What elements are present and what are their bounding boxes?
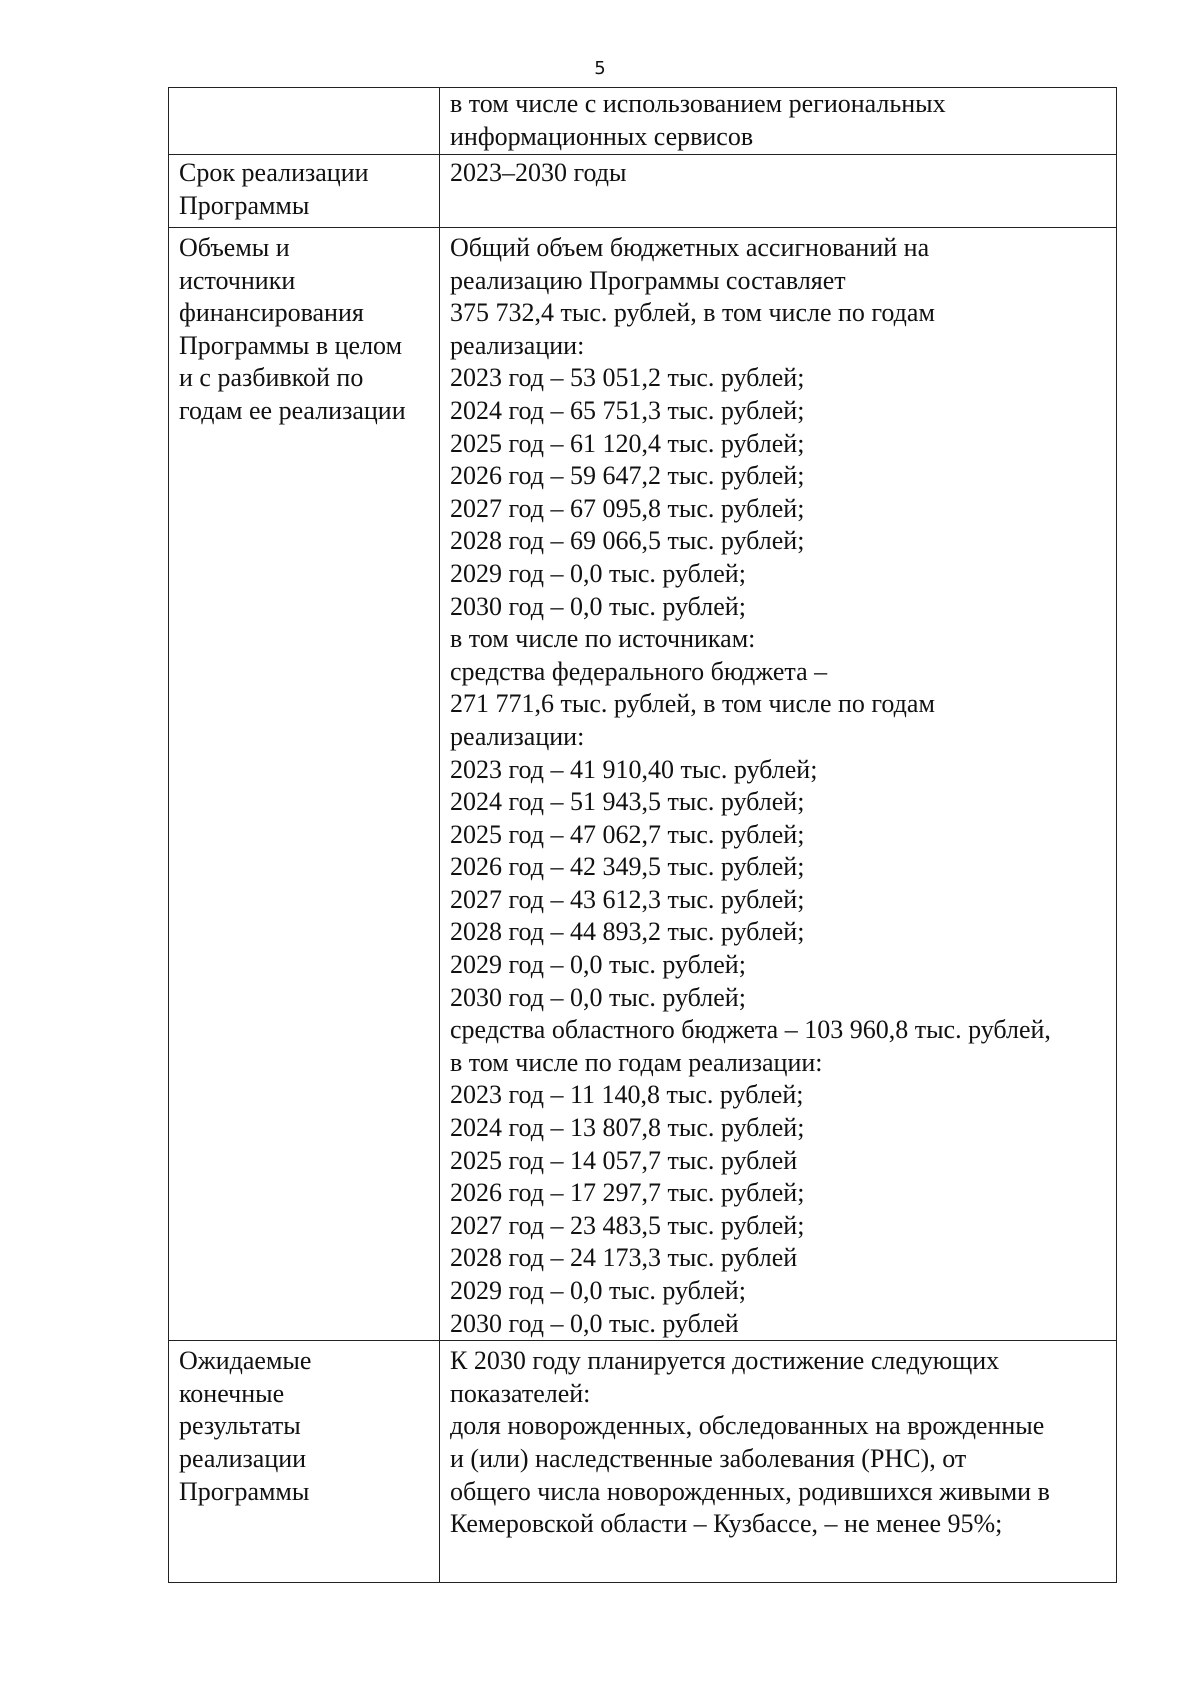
content-line: 2029 год – 0,0 тыс. рублей; [450,558,746,588]
content-line: 2027 год – 67 095,8 тыс. рублей; [450,493,805,523]
content-line: 2025 год – 14 057,7 тыс. рублей [450,1145,798,1175]
label-line: Программы в целом [179,330,403,360]
row-implementation-period [169,155,1117,228]
row-content-cell [440,155,1117,228]
row-label-cell [169,88,440,155]
content-line: 2028 год – 69 066,5 тыс. рублей; [450,526,805,556]
content-line: показателей: [450,1378,591,1408]
content-line: средства федерального бюджета – [450,656,828,686]
content-line: доля новорожденных, обследованных на врожденные [450,1411,1045,1441]
content-line: информационных сервисов [450,121,754,151]
content-line: 2023 год – 41 910,40 тыс. рублей; [450,754,818,784]
content-line: 2026 год – 42 349,5 тыс. рублей; [450,852,805,882]
content-line: 2028 год – 24 173,3 тыс. рублей [450,1243,798,1273]
row-funding [169,228,1117,1341]
content-line: Общий объем бюджетных ассигнований на [450,233,930,262]
label-line: источники [179,265,296,295]
label-line: Программы [179,190,310,220]
content-line: 2023 год – 11 140,8 тыс. рублей; [450,1080,804,1110]
label-line: конечные [179,1378,285,1408]
label-line: финансирования [179,298,364,328]
content-line: 2028 год – 44 893,2 тыс. рублей; [450,917,805,947]
content-line: в том числе по годам реализации: [450,1047,823,1077]
program-passport-table [168,87,1117,1583]
content-line: 271 771,6 тыс. рублей, в том числе по годам [450,689,935,719]
content-line: 2027 год – 43 612,3 тыс. рублей; [450,884,805,914]
content-line: 2025 год – 47 062,7 тыс. рублей; [450,819,805,849]
label-line: Объемы и [179,233,290,262]
page-number: 5 [594,58,606,79]
content-line: реализацию Программы составляет [450,265,846,295]
content-line: реализации: [450,721,585,751]
content-line: 2027 год – 23 483,5 тыс. рублей; [450,1210,805,1240]
label-line: Программы [179,1476,310,1506]
content-line: Кемеровской области – Кузбассе, – не менее 95%; [450,1509,1003,1539]
label-line: Ожидаемые [179,1346,312,1376]
content-line: и (или) наследственные заболевания (РНС), от [450,1443,967,1473]
content-line: 2030 год – 0,0 тыс. рублей; [450,982,746,1012]
content-line: 375 732,4 тыс. рублей, в том числе по годам [450,298,935,328]
row-label-cell [169,1341,440,1583]
row-content-cell [440,88,1117,155]
row-expected-results [169,1341,1117,1583]
content-line: 2026 год – 17 297,7 тыс. рублей; [450,1178,805,1208]
content-line: 2023–2030 годы [450,158,627,187]
content-line: 2026 год – 59 647,2 тыс. рублей; [450,461,805,491]
label-line: годам ее реализации [179,395,406,425]
content-line: 2024 год – 65 751,3 тыс. рублей; [450,395,805,425]
content-line: 2024 год – 51 943,5 тыс. рублей; [450,787,805,817]
content-line: 2024 год – 13 807,8 тыс. рублей; [450,1113,805,1143]
row-content-cell [440,1341,1117,1583]
content-line: 2030 год – 0,0 тыс. рублей [450,1308,739,1338]
row-label-cell [169,155,440,228]
content-line: 2029 год – 0,0 тыс. рублей; [450,1276,746,1305]
row-content-cell [440,228,1117,1341]
label-line: результаты [179,1411,301,1441]
row-label-cell [169,228,440,1341]
label-line: реализации [179,1443,307,1473]
content-line: 2030 год – 0,0 тыс. рублей; [450,591,746,621]
content-line: в том числе по источникам: [450,624,756,654]
content-line: в том числе с использованием региональных [450,89,946,118]
content-line: 2025 год – 61 120,4 тыс. рублей; [450,428,805,458]
row-continuation [169,88,1117,155]
label-line: Срок реализации [179,158,369,187]
content-line: средства областного бюджета – 103 960,8 тыс. рублей, [450,1015,1051,1045]
content-line: общего числа новорожденных, родившихся живыми в [450,1476,1050,1506]
content-line: 2023 год – 53 051,2 тыс. рублей; [450,363,805,393]
content-line: реализации: [450,330,585,360]
content-line: К 2030 году планируется достижение следующих [450,1346,1000,1376]
label-line: и с разбивкой по [179,363,364,393]
content-line: 2029 год – 0,0 тыс. рублей; [450,950,746,980]
